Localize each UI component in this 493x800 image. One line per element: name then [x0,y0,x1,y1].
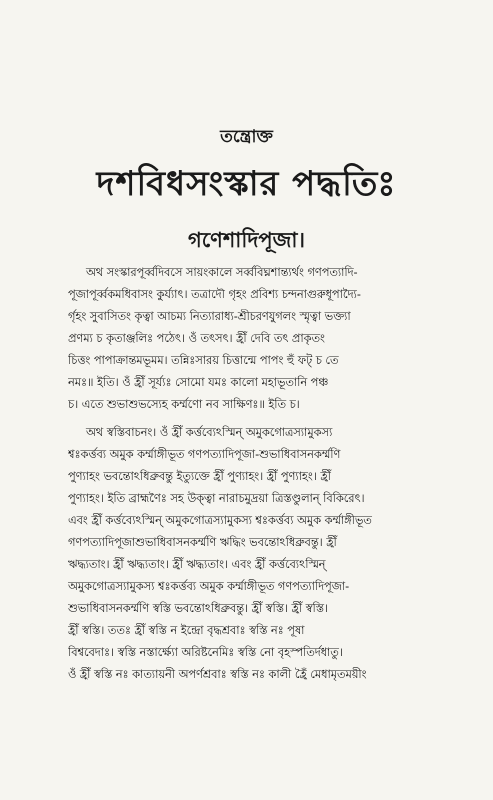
top-label: তন্ত্রোক্ত [220,127,273,147]
text-line: ঋদ্ধ্যতাং। হ্রীঁ ঋদ্ধ্যতাং। হ্রীঁ ঋদ্ধ্যতাং। এবং হ্রীঁ কর্ত্তব্যেঽস্মিন্ [68,558,326,571]
text-line: পুণ্যাহং। ইতি ব্রাহ্মণৈঃ সহ উক্ত্বা নারাচমুদ্রয়া ত্রিস্তণ্ডুলান্ বিকিরেৎ। [68,492,365,505]
text-line: শুভাধিবাসনকর্ম্মণি স্বস্তি ভবন্তোঽধিব্রুবন্তু। হ্রীঁ স্বস্তি। হ্রীঁ স্বস্তি। [68,602,328,615]
text-line: র্গৃহং সুবাসিতং কৃত্বা আচম্য নিত্যারাধ্য-শ্রীচরণযুগলং স্মৃত্বা ভক্ত্যা [68,310,351,323]
text-line: চ। এতে শুভাশুভস্যেহ কর্ম্মণো নব সাক্ষিণঃ॥ ইতি চ। [68,398,300,411]
text-line: এবং হ্রীঁ কর্ত্তব্যেঽস্মিন্ অমুকগোত্রস্যামুকস্য শ্বঃকর্ত্তব্য অমুক কর্ম্মাঙ্গীভূত [68,514,372,527]
body-text [68,262,463,686]
text-line: অমুকগোত্রস্যামুকস্য শ্বঃকর্ত্তব্য অমুক কর্ম্মাঙ্গীভূত গণপত্যাদিপূজা- [68,580,350,593]
text-line: গণপত্যাদিপূজাশুভাধিবাসনকর্ম্মণি ঋদ্ধিং ভবন্তোঽধিব্রুবন্তু। হ্রীঁ [68,536,337,549]
text-line: পুণ্যাহং ভবন্তোঽধিব্রুবন্তু ইত্যুক্তে হ্রীঁ পুণ্যাহং। হ্রীঁ পুণ্যাহং। হ্রীঁ [68,470,331,483]
page-title: দশবিধসংস্কার পদ্ধতিঃ [96,164,397,204]
text-line: বিশ্ববেদাঃ। স্বস্তি নস্তার্ক্ষ্যো অরিষ্টনেমিঃ স্বস্তি নো বৃহস্পতির্দধাতু। [68,646,343,659]
text-line: প্রণম্য চ কৃতাঞ্জলিঃ পঠেৎ। ওঁ তৎসৎ। হ্রীঁ দেবি তৎ প্রাকৃতং [68,332,325,345]
text-line: হ্রীঁ স্বস্তি। ততঃ হ্রীঁ স্বস্তি ন ইন্দ্রো বৃদ্ধশ্রবাঃ স্বস্তি নঃ পূষা [68,624,305,637]
text-line: পূজাপূর্ব্বকমধিবাসং কুর্য্যাৎ। তত্রাদৌ গৃহং প্রবিশ্য চন্দনাগুরুধূপাদ্যৈ- [68,288,361,301]
text-line: নমঃ॥ ইতি। ওঁ হ্রীঁ সূর্য্যঃ সোমো যমঃ কালো মহাভূতানি পঞ্চ [68,376,329,389]
text-line: অথ সংস্কারপূর্ব্বদিবসে সায়ংকালে সর্ব্ববিঘ্নশান্ত্যর্থং গণপত্যাদি- [86,266,358,279]
text-line: চিত্তং পাপাক্রান্তমভূমম। তন্নিঃসারয় চিত্তান্মে পাপং হুঁ ফট্ চ তে [68,354,339,367]
text-line: শ্বঃকর্ত্তব্য অমুক কর্ম্মাঙ্গীভূত গণপত্যাদিপূজা-শুভাধিবাসনকর্ম্মণি [68,448,341,461]
text-line: অথ স্বস্তিবাচনং। ওঁ হ্রীঁ কর্ত্তব্যেঽস্মিন্ অমুকগোত্রস্যামুকস্য [86,426,333,439]
text-line: ওঁ হ্রীঁ স্বস্তি নঃ কাত্যায়নী অপর্ণশ্রবাঃ স্বস্তি নঃ কালী হ্রৈঁ মেধামৃতময়ীং [68,668,367,681]
section-title: গণেশাদিপূজা। [187,228,306,252]
